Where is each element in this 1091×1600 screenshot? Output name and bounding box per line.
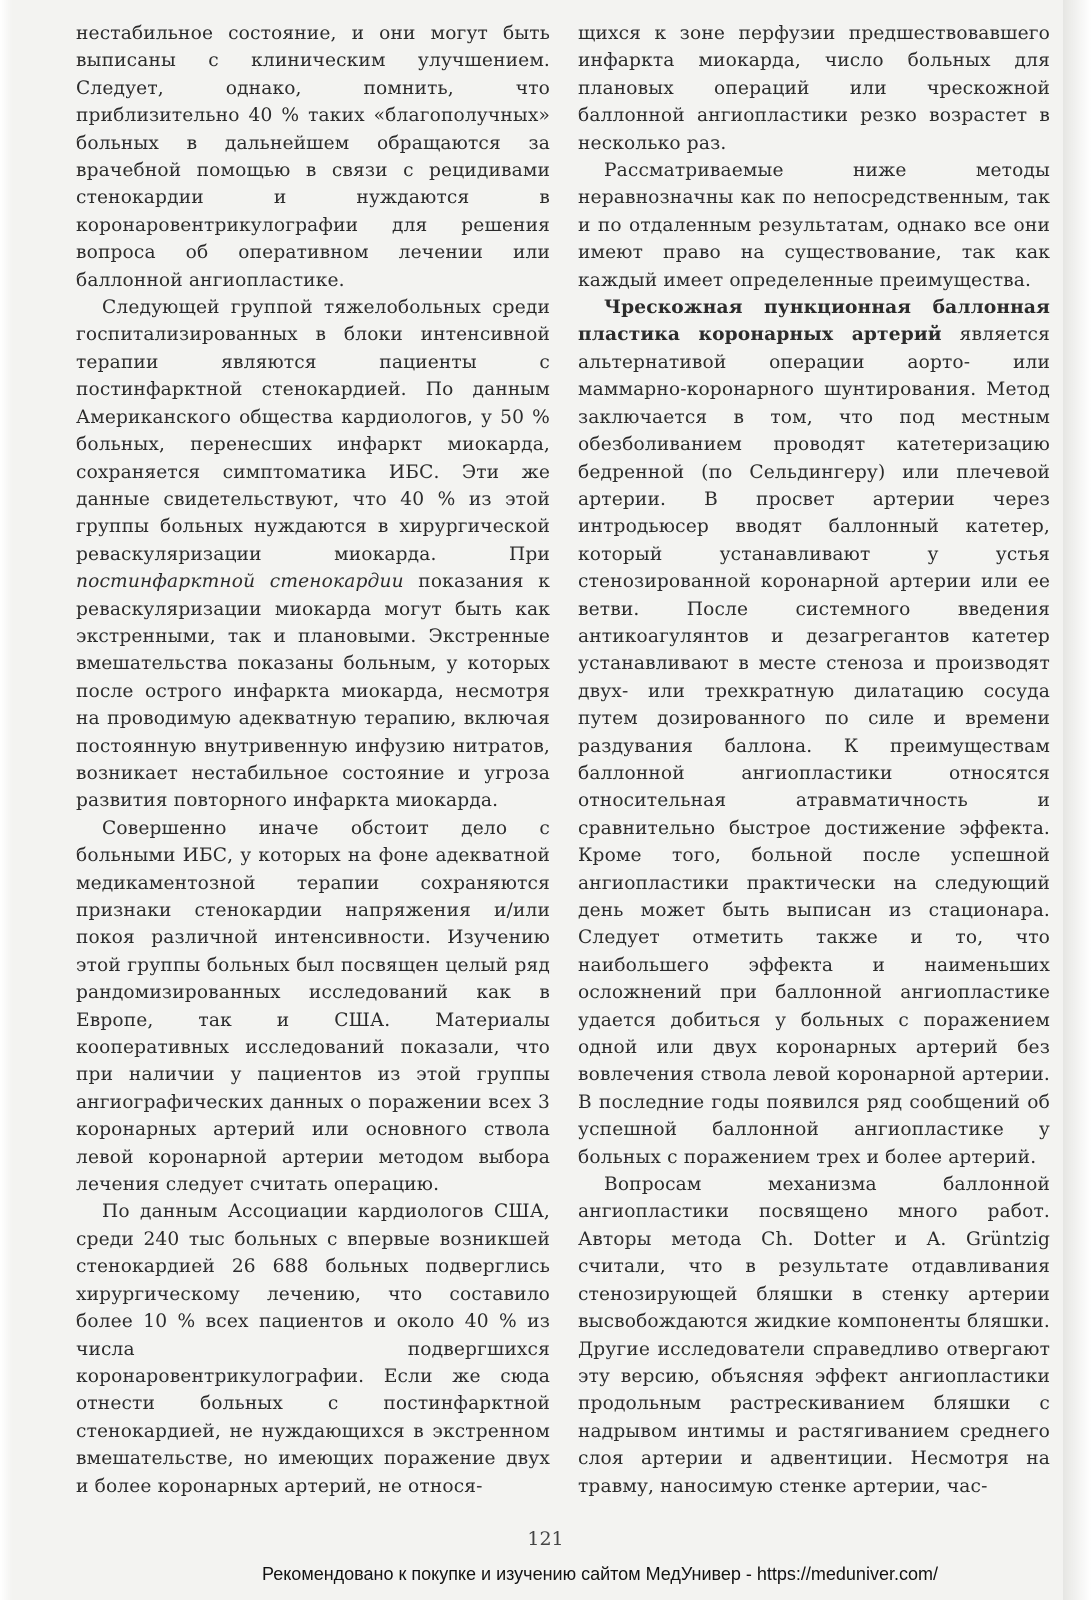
- left-text-column: [76, 20, 550, 1500]
- scan-edge-right: [1063, 0, 1091, 1600]
- paragraph: Рассматриваемые ниже методы неравнозначны как по непосредственным, так и по отдаленным результатам, однако все они имеют право на существование, так как каждый имеет определенные преимущества.: [578, 160, 1050, 291]
- paragraph: щихся к зоне перфузии предшествовавшего инфаркта миокарда, число больных для плановых операций или чрескожной баллонной ангиопластики резко возрастет в несколько раз.: [578, 23, 1050, 154]
- paragraph-text: Следующей группой тяжелобольных среди госпитализированных в блоки интенсивной терапии являются пациенты с постинфарктной стенокардией. По данным Американского общества кардиологов, у 50 % больных, перенесших инфаркт миокарда, сохраняется симптоматика ИБС. Эти же данные свидетельствуют, что 40 % из этой группы больных нуждаются в хирургической реваскуляризации миокарда. При: [76, 297, 550, 565]
- paragraph-text: является альтернативой операции аорто- или маммарно-коронарного шунтирования. Метод заключается в том, что под местным обезболиванием проводят катетеризацию бедренной (по Сельдингеру) или плечевой артерии. В просвет артерии через интродьюсер вводят баллонный катетер, который устанавливают у устья стенозированной коронарной артерии или ее ветви. После системного введения антикоагулянтов и дезагрегантов катетер устанавливают в месте стеноза и производят двух- или трехкратную дилатацию сосуда путем дозированного по силе и времени раздувания баллона. К преимуществам баллонной ангиопластики относятся относительная атравматичность и сравнительно быстрое достижение эффекта. Кроме того, больной после успешной ангиопластики практически на следующий день может быть выписан из стационара. Следует отметить также и то, что наибольшего эффекта и наименьших осложнений при баллонной ангиопластике удается добиться у больных с поражением одной или двух коронарных артерий без вовлечения ствола левой коронарной артерии. В последние годы появился ряд сообщений об успешной баллонной ангиопластике у больных с поражением трех и более артерий.: [578, 324, 1050, 1168]
- paragraph: Вопросам механизма баллонной ангиопластики посвящено много работ. Авторы метода Ch. Dotter и A. Grüntzig считали, что в результате отдавливания стенозирующей бляшки в стенку артерии высвобождаются жидкие компоненты бляшки. Другие исследователи справедливо отвергают эту версию, объясняя эффект ангиопластики продольным растрескиванием бляшки с надрывом интимы и растягиванием среднего слоя артерии и адвентиции. Несмотря на травму, наносимую стенке артерии, час-: [578, 1174, 1050, 1497]
- paragraph: По данным Ассоциации кардиологов США, среди 240 тыс больных с впервые возникшей стенокардией 26 688 больных подверглись хирургическому лечению, что составило более 10 % всех пациентов и около 40 % из числа подвергшихся коронаровентрикулографии. Если же сюда отнести больных с постинфарктной стенокардией, не нуждающихся в экстренном вмешательстве, но имеющих поражение двух и более коронарных артерий, не относя-: [76, 1201, 550, 1497]
- scan-edge-left: [0, 0, 12, 1600]
- paragraph-text: показания к реваскуляризации миокарда могут быть как экстренными, так и плановыми. Экстренные вмешательства показаны больным, у которых после острого инфаркта миокарда, несмотря на проводимую адекватную терапию, включая постоянную внутривенную инфузию нитратов, возникает нестабильное состояние и угроза развития повторного инфаркта миокарда.: [76, 571, 550, 812]
- right-text-column: [578, 20, 1050, 1500]
- footer-recommendation: Рекомендовано к покупке и изучению сайтом МедУнивер - https://meduniver.com/: [262, 1564, 938, 1584]
- bold-heading-term: Чрескожная пункционная баллонная пластика коронарных артерий: [578, 297, 1050, 346]
- paragraph: [76, 294, 550, 815]
- paragraph: нестабильное состояние, и они могут быть выписаны с клиническим улучшением. Следует, однако, помнить, что приблизительно 40 % таких «благополучных» больных в дальнейшем обращаются за врачебной помощью в связи с рецидивами стенокардии и нуждаются в коронаровентрикулографии для решения вопроса об оперативном лечении или баллонной ангиопластике.: [76, 23, 550, 291]
- paragraph: Совершенно иначе обстоит дело с больными ИБС, у которых на фоне адекватной медикаментозной терапии сохраняются признаки стенокардии напряжения и/или покоя различной интенсивности. Изучению этой группы больных был посвящен целый ряд рандомизированных исследований как в Европе, так и США. Материалы кооперативных исследований показали, что при наличии у пациентов из этой группы ангиографических данных о поражении всех 3 коронарных артерий или основного ствола левой коронарной артерии методом выбора лечения следует считать операцию.: [76, 817, 550, 1196]
- page-number: 121: [527, 1528, 564, 1550]
- paragraph: [578, 294, 1050, 1171]
- italic-term: постинфарктной стенокардии: [76, 571, 404, 593]
